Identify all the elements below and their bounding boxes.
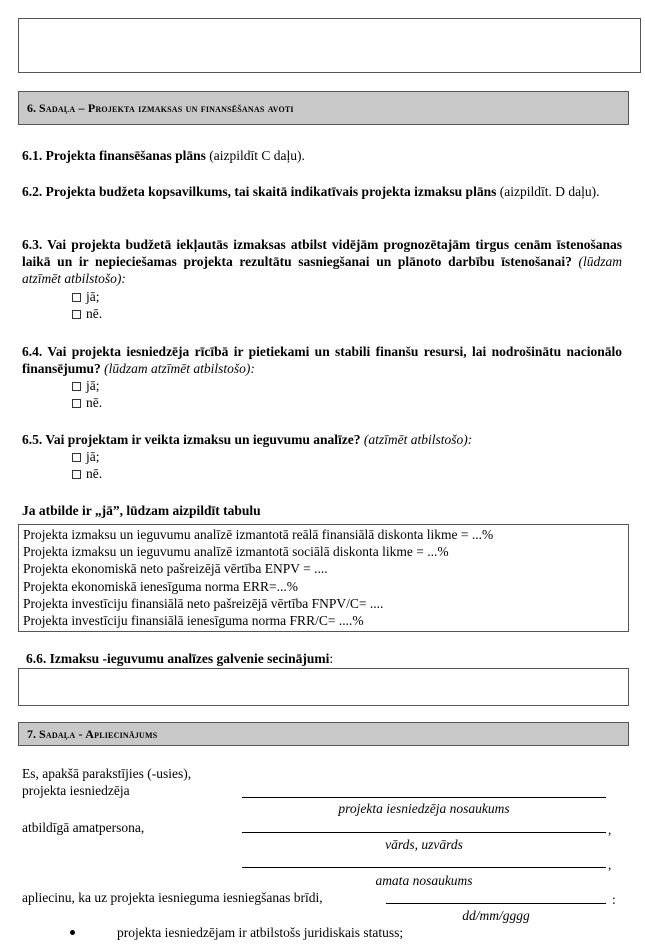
- p61-bold: 6.1. Projekta finansēšanas plāns: [22, 148, 206, 163]
- section-6-heading-num: 6.: [27, 101, 39, 115]
- table-row: Projekta investīciju finansiālā ienesīguma norma FRR/C= ....%: [23, 612, 364, 628]
- table-intro: Ja atbilde ir „jā”, lūdzam aizpildīt tabulu: [22, 503, 261, 518]
- official-name-field[interactable]: [242, 832, 606, 833]
- option-6-3-no[interactable]: [72, 306, 102, 322]
- declaration-line-1: Es, apakšā parakstījies (-usies),: [22, 766, 192, 781]
- option-label: nē.: [86, 395, 103, 410]
- paragraph-6-1: [22, 148, 622, 164]
- p66-bold: 6.6. Izmaksu -ieguvumu analīzes galvenie secinājumi: [26, 651, 330, 666]
- table-row: Projekta ekonomiskā ienesīguma norma ERR=...%: [23, 578, 298, 594]
- table-row: Projekta izmaksu un ieguvumu analīzē izmantotā sociālā diskonta likme = ...%: [23, 544, 449, 560]
- caption-date: dd/mm/gggg: [462, 908, 530, 923]
- bullet-icon: [70, 930, 75, 935]
- paragraph-6-3: [22, 236, 622, 287]
- option-label: jā;: [86, 449, 100, 464]
- paragraph-6-4: [22, 343, 622, 377]
- p62-rest: (aizpildīt. D daļu).: [496, 184, 600, 199]
- declaration-line-4: apliecinu, ka uz projekta iesnieguma iesniegšanas brīdi,: [22, 890, 323, 905]
- analysis-table[interactable]: [18, 524, 629, 632]
- colon: :: [612, 892, 616, 907]
- section-6-heading-text: Sadaļa – Projekta izmaksas un finansēšanas avoti: [39, 101, 294, 115]
- caption-applicant-name: projekta iesniedzēja nosaukums: [338, 801, 510, 816]
- checkbox-icon[interactable]: [72, 382, 81, 391]
- date-field[interactable]: [386, 903, 606, 904]
- table-row: Projekta ekonomiskā neto pašreizējā vērtība ENPV = ....: [23, 561, 328, 577]
- table-row: Projekta izmaksu un ieguvumu analīzē izmantotā reālā finansiālā diskonta likme = ...%: [23, 527, 494, 542]
- paragraph-6-5: [22, 432, 622, 448]
- checkbox-icon[interactable]: [72, 399, 81, 408]
- p65-bold: 6.5. Vai projektam ir veikta izmaksu un ieguvumu analīze?: [22, 432, 361, 447]
- p61-rest: (aizpildīt C daļu).: [205, 148, 305, 163]
- declaration-line-3: atbildīgā amatpersona,: [22, 820, 145, 835]
- section-7-heading: [18, 722, 629, 746]
- table-row: Projekta investīciju finansiālā neto pašreizējā vērtība FNPV/C= ....: [23, 595, 384, 611]
- paragraph-6-2: [22, 183, 622, 200]
- p63-bold: 6.3. Vai projekta budžetā iekļautās izmaksas atbilst vidējām prognozētajām tirgus cenām īstenošanas laikā un ir nepieciešamas projekta rezultātu sasniegšanai un plānoto darbību īstenošanai?: [22, 237, 622, 269]
- bullet-item-1: projekta iesniedzējam ir atbilstošs juridiskais statuss;: [117, 925, 404, 940]
- checkbox-icon[interactable]: [72, 453, 81, 462]
- caption-official-name: vārds, uzvārds: [385, 837, 463, 852]
- conclusions-text-box[interactable]: [18, 668, 629, 706]
- p65-italic: (atzīmēt atbilstošo):: [360, 432, 473, 447]
- position-field[interactable]: [242, 867, 606, 868]
- p62-bold: 6.2. Projekta budžeta kopsavilkums, tai skaitā indikatīvais projekta izmaksu plāns: [22, 184, 497, 199]
- section-6-heading: [18, 91, 629, 125]
- p64-italic: (lūdzam atzīmēt atbilstošo):: [100, 361, 255, 376]
- declaration-line-2: projekta iesniedzēja: [22, 783, 130, 798]
- section-7-heading-text: Sadaļa - Apliecinājums: [39, 727, 158, 741]
- option-label: nē.: [86, 466, 103, 481]
- option-6-5-yes[interactable]: [72, 449, 100, 465]
- option-label: jā;: [86, 289, 100, 304]
- option-6-5-no[interactable]: [72, 466, 102, 482]
- checkbox-icon[interactable]: [72, 470, 81, 479]
- option-6-3-yes[interactable]: [72, 289, 100, 305]
- caption-position: amata nosaukums: [375, 873, 473, 888]
- comma-1: ,: [608, 822, 612, 837]
- option-label: jā;: [86, 378, 100, 393]
- option-6-4-yes[interactable]: [72, 378, 100, 394]
- checkbox-icon[interactable]: [72, 293, 81, 302]
- p63-italic: (lūdzam atzīmēt atbilstošo):: [22, 254, 623, 286]
- comma-2: ,: [608, 857, 612, 872]
- section-7-heading-num: 7.: [27, 727, 39, 741]
- paragraph-6-6: [26, 651, 626, 667]
- checkbox-icon[interactable]: [72, 310, 81, 319]
- p66-colon: :: [329, 651, 334, 666]
- top-text-box[interactable]: [18, 18, 641, 73]
- p64-bold: 6.4. Vai projekta iesniedzēja rīcībā ir pietiekami un stabili finanšu resursi, lai nodrošinātu nacionālo finansējumu?: [22, 344, 622, 376]
- option-6-4-no[interactable]: [72, 395, 102, 411]
- option-label: nē.: [86, 306, 103, 321]
- applicant-name-field[interactable]: [242, 797, 606, 798]
